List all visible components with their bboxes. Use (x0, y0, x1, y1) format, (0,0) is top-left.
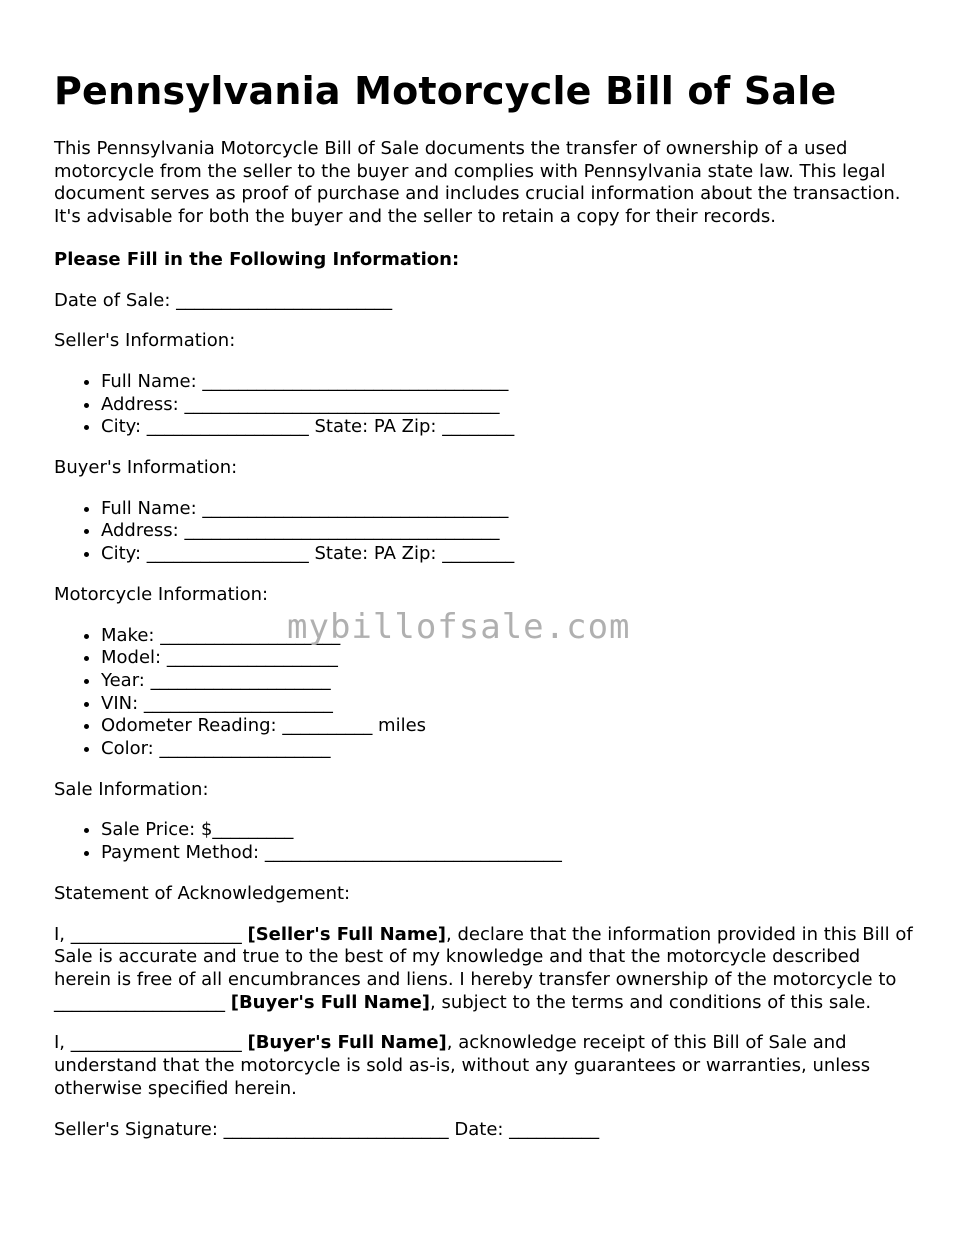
buyer-list (54, 498, 914, 566)
buyer-statement-prefix: I, ___________________ (54, 1032, 248, 1054)
motorcycle-year: • Year: ____________________ (101, 670, 914, 693)
motorcycle-color: • Color: ___________________ (101, 738, 914, 761)
buyer-full-name: • Full Name: __________________________________ (101, 498, 914, 521)
seller-name-label: [Seller's Full Name] (247, 923, 447, 945)
seller-heading: Seller's Information: (54, 330, 236, 352)
seller-city-state-zip: • City: __________________ State: PA Zip: ________ (101, 416, 914, 439)
seller-list (54, 371, 914, 439)
date-of-sale-line: Date of Sale: ________________________ (54, 289, 393, 311)
buyer-statement (54, 1032, 914, 1100)
buyer-statement-suffix: , acknowledge receipt of this Bill of Sale and understand that the motorcycle is sold as-is, without any guarantees or warranties, unless otherwise specified herein. (54, 1032, 871, 1099)
motorcycle-vin: • VIN: _____________________ (101, 693, 914, 716)
motorcycle-odometer: • Odometer Reading: __________ miles (101, 715, 914, 738)
acknowledgement-heading: Statement of Acknowledgement: (54, 882, 351, 904)
buyer-city-state-zip: • City: __________________ State: PA Zip: ________ (101, 543, 914, 566)
intro-paragraph: This Pennsylvania Motorcycle Bill of Sale documents the transfer of ownership of a used motorcycle from the seller to the buyer and complies with Pennsylvania state law. This legal document serves as proof of purchase and includes crucial information about the transaction. It's advisable for both the buyer and the seller to retain a copy for their records. (54, 138, 901, 228)
page-title: Pennsylvania Motorcycle Bill of Sale (54, 69, 837, 113)
sale-price: • Sale Price: $_________ (101, 819, 914, 842)
motorcycle-heading: Motorcycle Information: (54, 583, 269, 605)
document (54, 64, 914, 1159)
fill-heading: Please Fill in the Following Information: (54, 248, 460, 270)
seller-statement (54, 924, 914, 1015)
motorcycle-list (54, 625, 914, 761)
sale-heading: Sale Information: (54, 778, 209, 800)
motorcycle-make: • Make: ____________________ (101, 625, 914, 648)
buyer-name-label: [Buyer's Full Name] (230, 991, 431, 1013)
seller-full-name: • Full Name: __________________________________ (101, 371, 914, 394)
seller-signature-line: Seller's Signature: _________________________ Date: __________ (54, 1118, 600, 1140)
buyer-heading: Buyer's Information: (54, 457, 238, 479)
seller-address: • Address: ___________________________________ (101, 394, 914, 417)
motorcycle-model: • Model: ___________________ (101, 647, 914, 670)
seller-statement-prefix: I, ___________________ (54, 923, 248, 945)
payment-method: • Payment Method: _________________________________ (101, 842, 914, 865)
buyer-statement-name-label: [Buyer's Full Name] (247, 1032, 447, 1054)
sale-list (54, 819, 914, 864)
watermark: mybillofsale.com (287, 607, 631, 647)
buyer-address: • Address: ___________________________________ (101, 520, 914, 543)
seller-statement-suffix: , subject to the terms and conditions of this sale. (430, 991, 872, 1013)
seller-statement-middle: , declare that the information provided in this Bill of Sale is accurate and true to the best of my knowledge and that the motorcycle described herein is free of all encumbrances and liens. I hereby transfer ownership of the motorcycle to ___________________ (54, 923, 913, 1013)
